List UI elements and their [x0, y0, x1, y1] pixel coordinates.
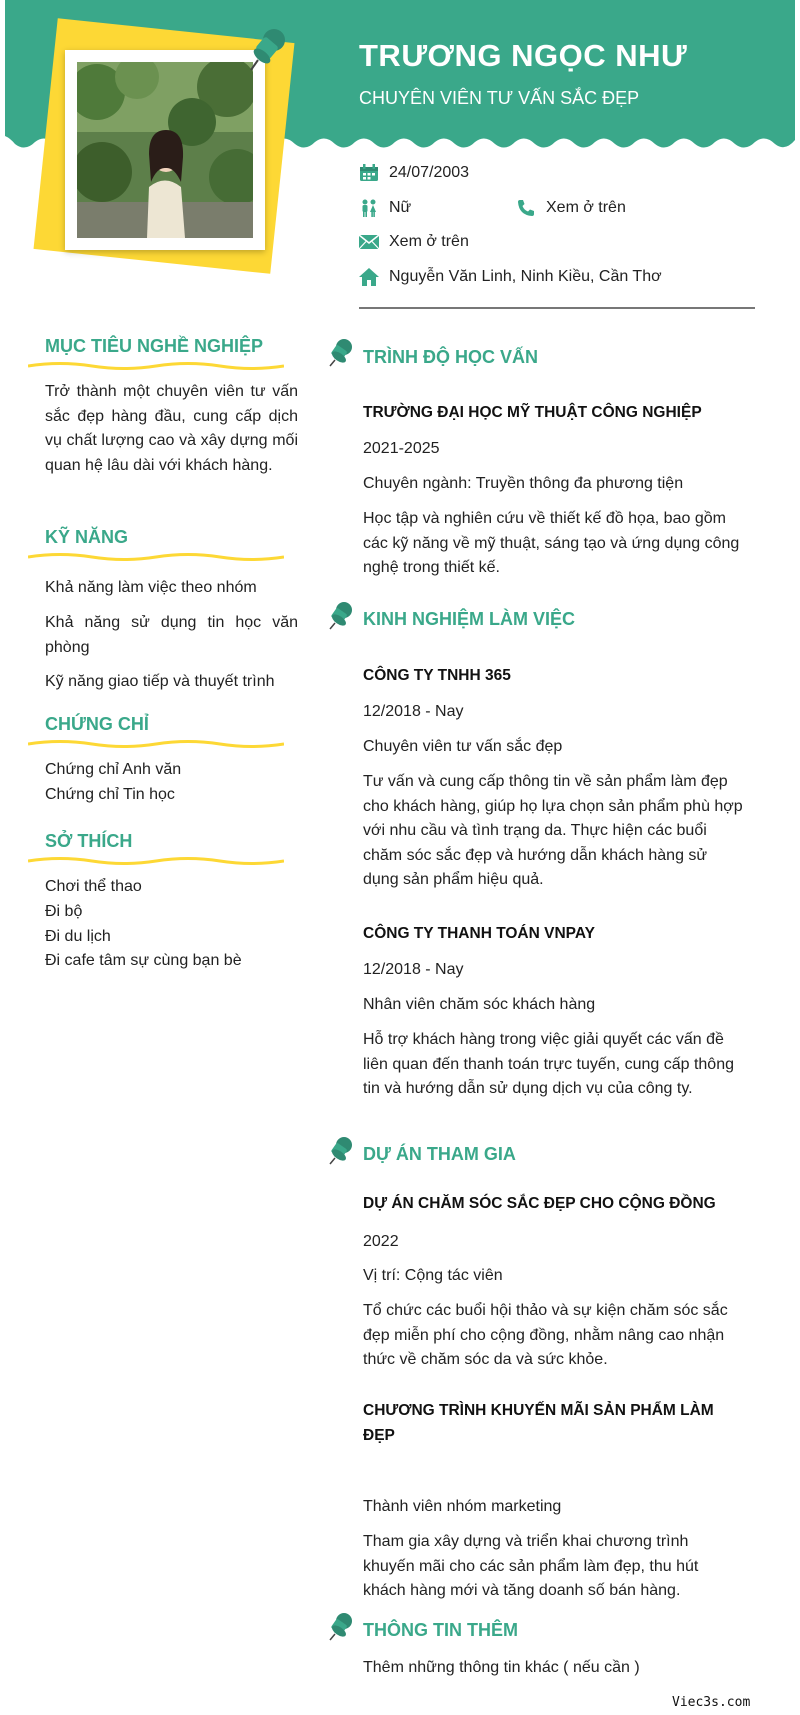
email-text: Xem ở trên — [389, 233, 469, 250]
avatar — [77, 62, 253, 238]
hobby-item: Đi bộ — [45, 903, 83, 920]
project-description: Tổ chức các buổi hội thảo và sự kiện chăm sóc sắc đẹp miễn phí cho cộng đồng, nhằm nâng cao nhận thức về chăm sóc da và sức khỏe. — [363, 1302, 728, 1368]
education-description: Học tập và nghiên cứu về thiết kế đồ họa, bao gồm các kỹ năng về mỹ thuật, sáng tạo và ứng dụng công nghệ trong thiết kế. — [363, 510, 740, 576]
contact-divider — [359, 307, 755, 309]
skill-item: Kỹ năng giao tiếp và thuyết trình — [45, 673, 275, 690]
hobby-item: Đi du lịch — [45, 928, 111, 945]
pin-icon — [328, 1611, 356, 1641]
phone-icon — [516, 199, 536, 217]
calendar-icon — [359, 164, 379, 182]
pin-icon — [248, 26, 290, 74]
extra-title: THÔNG TIN THÊM — [363, 1620, 518, 1640]
project-description: Tham gia xây dựng và triển khai chương trình khuyến mãi cho các sản phẩm làm đẹp, thu hút khách hàng mới và tăng doanh số bán hàng. — [363, 1533, 699, 1599]
pin-icon — [328, 1135, 356, 1165]
company-name: CÔNG TY THANH TOÁN VNPAY — [363, 925, 595, 942]
job-position: Nhân viên chăm sóc khách hàng — [363, 996, 596, 1013]
project-role: Vị trí: Cộng tác viên — [363, 1267, 503, 1284]
pin-icon — [328, 337, 356, 367]
gender-icon — [359, 199, 379, 217]
experience-title: KINH NGHIỆM LÀM VIỆC — [363, 609, 576, 629]
hobbies-title: SỞ THÍCH — [45, 831, 133, 851]
project-name: CHƯƠNG TRÌNH KHUYẾN MÃI SẢN PHẨM LÀM ĐẸP — [363, 1402, 714, 1444]
contact-gender — [359, 199, 411, 217]
school-name: TRƯỜNG ĐẠI HỌC MỸ THUẬT CÔNG NGHIỆP — [363, 404, 702, 421]
home-icon — [359, 268, 379, 286]
certificate-item: Chứng chỉ Tin học — [45, 786, 175, 803]
pin-icon — [328, 600, 356, 630]
project-name: DỰ ÁN CHĂM SÓC SẮC ĐẸP CHO CỘNG ĐỒNG — [363, 1195, 716, 1212]
job-period: 12/2018 - Nay — [363, 961, 464, 978]
address-text: Nguyễn Văn Linh, Ninh Kiều, Cần Thơ — [389, 268, 662, 285]
education-major: Chuyên ngành: Truyền thông đa phương tiện — [363, 475, 684, 492]
objective-text: Trở thành một chuyên viên tư vấn sắc đẹp hàng đầu, cung cấp dịch vụ chất lượng cao và xây dựng mối quan hệ lâu dài với khách hàng. — [45, 383, 298, 474]
candidate-job-title: CHUYÊN VIÊN TƯ VẤN SẮC ĐẸP — [359, 88, 640, 108]
job-position: Chuyên viên tư vấn sắc đẹp — [363, 738, 563, 755]
section-underline — [28, 856, 284, 866]
phone-text: Xem ở trên — [546, 199, 626, 216]
section-underline — [28, 361, 284, 371]
contact-email — [359, 233, 469, 251]
mail-icon — [359, 233, 379, 251]
watermark: Viec3s.com — [672, 1695, 751, 1710]
certificate-item: Chứng chỉ Anh văn — [45, 761, 182, 778]
skill-item: Khả năng sử dụng tin học văn phòng — [45, 614, 298, 656]
projects-title: DỰ ÁN THAM GIA — [363, 1144, 516, 1164]
section-underline — [28, 552, 284, 562]
hobby-item: Chơi thể thao — [45, 878, 142, 895]
gender-text: Nữ — [389, 199, 412, 216]
hobby-item: Đi cafe tâm sự cùng bạn bè — [45, 952, 242, 969]
birthday-text: 24/07/2003 — [389, 164, 470, 181]
job-period: 12/2018 - Nay — [363, 703, 464, 720]
contact-birthday — [359, 164, 469, 182]
job-description: Hỗ trợ khách hàng trong việc giải quyết các vấn đề liên quan đến thanh toán trực tuyến, cung cấp thông tin và hướng dẫn sử dụng dịch vụ của công ty. — [363, 1031, 734, 1097]
education-title: TRÌNH ĐỘ HỌC VẤN — [363, 347, 538, 367]
contact-address — [359, 268, 662, 286]
project-year: 2022 — [363, 1233, 399, 1250]
certificates-title: CHỨNG CHỈ — [45, 714, 149, 734]
skills-title: KỸ NĂNG — [45, 527, 129, 547]
education-period: 2021-2025 — [363, 440, 440, 457]
avatar-frame — [65, 50, 265, 250]
skill-item: Khả năng làm việc theo nhóm — [45, 579, 257, 596]
extra-text: Thêm những thông tin khác ( nếu cần ) — [363, 1659, 640, 1676]
contact-phone — [516, 199, 626, 217]
candidate-name: TRƯƠNG NGỌC NHƯ — [359, 38, 688, 73]
section-underline — [28, 739, 284, 749]
job-description: Tư vấn và cung cấp thông tin về sản phẩm làm đẹp cho khách hàng, giúp họ lựa chọn sản phẩm phù hợp với nhu cầu và tình trạng da. Thực hiện các buổi chăm sóc sắc đẹp và hướng dẫn khách hàng sử dụng sản phẩm hiệu quả. — [363, 773, 743, 888]
objective-title: MỤC TIÊU NGHỀ NGHIỆP — [45, 336, 264, 356]
company-name: CÔNG TY TNHH 365 — [363, 667, 511, 684]
project-role: Thành viên nhóm marketing — [363, 1498, 562, 1515]
